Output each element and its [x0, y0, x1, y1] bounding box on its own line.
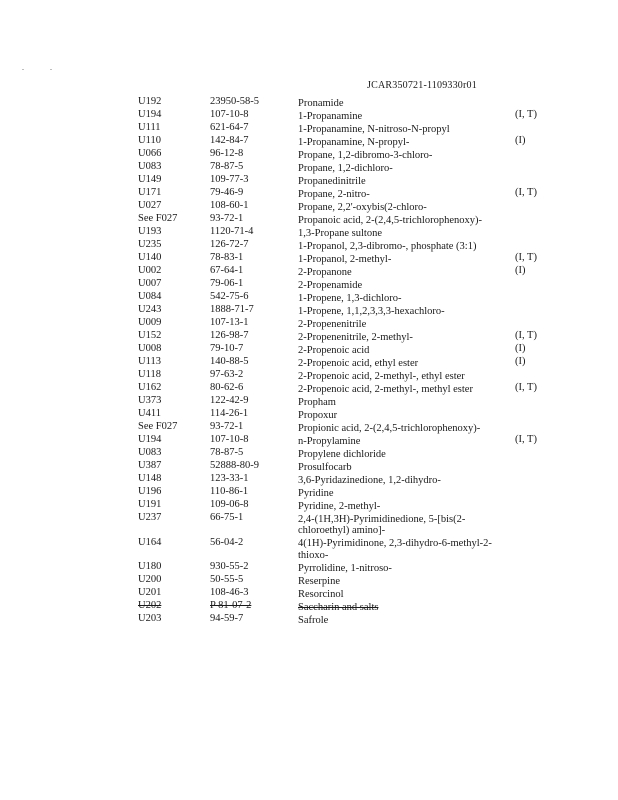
table-row — [138, 574, 548, 587]
waste-code: U083 — [138, 447, 162, 458]
chemical-name: Pyridine, 2-methyl- — [298, 500, 381, 512]
chemical-name: Pyridine — [298, 487, 334, 499]
table-row — [138, 447, 548, 460]
chemical-name: Propane, 2-nitro- — [298, 188, 370, 200]
table-row — [138, 96, 548, 109]
hazard-code: (I) — [515, 265, 526, 276]
table-row — [138, 486, 548, 499]
cas-number: 79-46-9 — [210, 187, 244, 198]
cas-number: 109-06-8 — [210, 499, 249, 510]
waste-code: U118 — [138, 369, 161, 380]
waste-code: U193 — [138, 226, 162, 237]
chemical-name: Propylene dichloride — [298, 448, 386, 460]
table-row — [138, 122, 548, 135]
waste-code: U243 — [138, 304, 162, 315]
waste-code: U152 — [138, 330, 162, 341]
chemical-name: 1-Propanol, 2-methyl- — [298, 253, 392, 265]
cas-number: 79-06-1 — [210, 278, 244, 289]
chemical-name: 2-Propenenitrile — [298, 318, 367, 330]
chemical-name: 1-Propanol, 2,3-dibromo-, phosphate (3:1) — [298, 240, 477, 252]
waste-code: U002 — [138, 265, 162, 276]
chemical-name: Propane, 1,2-dichloro- — [298, 162, 393, 174]
cas-number: 107-10-8 — [210, 434, 249, 445]
chemical-name: 2-Propenamide — [298, 279, 363, 291]
table-row — [138, 434, 548, 447]
table-row — [138, 460, 548, 473]
chemical-name: Pyrrolidine, 1-nitroso- — [298, 562, 392, 574]
cas-number: 114-26-1 — [210, 408, 249, 419]
cas-number: 123-33-1 — [210, 473, 249, 484]
waste-code: U140 — [138, 252, 162, 263]
table-row — [138, 600, 548, 613]
hazard-code: (I, T) — [515, 382, 537, 393]
table-row — [138, 369, 548, 382]
waste-code: U110 — [138, 135, 161, 146]
waste-code: U202 — [138, 600, 162, 611]
cas-number: 78-87-5 — [210, 447, 244, 458]
cas-number: 126-98-7 — [210, 330, 249, 341]
table-row — [138, 330, 548, 343]
cas-number: 96-12-8 — [210, 148, 244, 159]
chemical-name: Propanedinitrile — [298, 175, 366, 187]
table-row — [138, 291, 548, 304]
waste-code: U113 — [138, 356, 161, 367]
table-row — [138, 278, 548, 291]
table-row — [138, 587, 548, 600]
waste-code: U007 — [138, 278, 162, 289]
waste-code: U194 — [138, 434, 162, 445]
hazardous-waste-table — [138, 96, 548, 626]
cas-number: 142-84-7 — [210, 135, 249, 146]
waste-code: U149 — [138, 174, 162, 185]
hazard-code: (I) — [515, 135, 526, 146]
waste-code: U196 — [138, 486, 162, 497]
hazard-code: (I) — [515, 356, 526, 367]
cas-number: 930-55-2 — [210, 561, 249, 572]
table-row — [138, 265, 548, 278]
chemical-name: Saccharin and salts — [298, 601, 379, 613]
waste-code: U066 — [138, 148, 162, 159]
hazard-code: (I, T) — [515, 330, 537, 341]
hazard-code: (I, T) — [515, 252, 537, 263]
chemical-name: Propanoic acid, 2-(2,4,5-trichlorophenoxy)- — [298, 214, 482, 226]
table-row — [138, 356, 548, 369]
chemical-name: 3,6-Pyridazinedione, 1,2-dihydro- — [298, 474, 441, 486]
cas-number: 1888-71-7 — [210, 304, 254, 315]
table-row — [138, 252, 548, 265]
chemical-name: 2-Propenoic acid — [298, 344, 370, 356]
chemical-name: 4(1H)-Pyrimidinone, 2,3-dihydro-6-methyl-2-thioxo- — [298, 538, 492, 561]
waste-code: U235 — [138, 239, 162, 250]
waste-code: U180 — [138, 561, 162, 572]
chemical-name: Propane, 2,2'-oxybis(2-chloro- — [298, 201, 427, 213]
table-row — [138, 499, 548, 512]
hazard-code: (I) — [515, 343, 526, 354]
cas-number: 56-04-2 — [210, 536, 244, 548]
chemical-name: Propane, 1,2-dibromo-3-chloro- — [298, 149, 433, 161]
table-row — [138, 613, 548, 626]
chemical-name: 1-Propanamine, N-nitroso-N-propyl — [298, 123, 450, 135]
table-row — [138, 395, 548, 408]
waste-code: U148 — [138, 473, 162, 484]
chemical-name: Resorcinol — [298, 588, 344, 600]
table-row — [138, 200, 548, 213]
cas-number: 66-75-1 — [210, 512, 244, 523]
document-id: JCAR350721-1109330r01 — [367, 80, 477, 91]
cas-number: P 81-07-2 — [210, 600, 252, 611]
cas-number: 94-59-7 — [210, 613, 244, 624]
table-row — [138, 421, 548, 434]
cas-number: 110-86-1 — [210, 486, 249, 497]
waste-code: U203 — [138, 613, 162, 624]
chemical-name: 1-Propene, 1,3-dichloro- — [298, 292, 402, 304]
cas-number: 108-46-3 — [210, 587, 249, 598]
table-row — [138, 135, 548, 148]
waste-code: U009 — [138, 317, 162, 328]
table-row — [138, 148, 548, 161]
table-row — [138, 174, 548, 187]
waste-code: U111 — [138, 122, 161, 133]
chemical-name: 1,3-Propane sultone — [298, 227, 382, 239]
chemical-name: Pronamide — [298, 97, 344, 109]
chemical-name: 2-Propenoic acid, 2-methyl-, methyl ester — [298, 383, 473, 395]
waste-code: U387 — [138, 460, 162, 471]
cas-number: 93-72-1 — [210, 213, 244, 224]
waste-code: U084 — [138, 291, 162, 302]
waste-code: U191 — [138, 499, 162, 510]
cas-number: 1120-71-4 — [210, 226, 254, 237]
waste-code: U171 — [138, 187, 162, 198]
chemical-name: 1-Propene, 1,1,2,3,3,3-hexachloro- — [298, 305, 445, 317]
waste-code: U083 — [138, 161, 162, 172]
chemical-name: 2-Propenenitrile, 2-methyl- — [298, 331, 413, 343]
chemical-name: Propionic acid, 2-(2,4,5-trichlorophenoxy)- — [298, 422, 481, 434]
chemical-name: Safrole — [298, 614, 329, 626]
chemical-name: 2-Propenoic acid, ethyl ester — [298, 357, 419, 369]
cas-number: 93-72-1 — [210, 421, 244, 432]
table-row — [138, 408, 548, 421]
table-row — [138, 239, 548, 252]
cas-number: 97-63-2 — [210, 369, 244, 380]
cas-number: 107-13-1 — [210, 317, 249, 328]
cas-number: 126-72-7 — [210, 239, 249, 250]
cas-number: 109-77-3 — [210, 174, 249, 185]
cas-number: 140-88-5 — [210, 356, 249, 367]
cas-number: 122-42-9 — [210, 395, 249, 406]
cas-number: 621-64-7 — [210, 122, 249, 133]
waste-code: See F027 — [138, 421, 178, 432]
cas-number: 78-87-5 — [210, 161, 244, 172]
waste-code: U008 — [138, 343, 162, 354]
table-row — [138, 512, 548, 537]
chemical-name: 1-Propanamine, N-propyl- — [298, 136, 410, 148]
waste-code: U027 — [138, 200, 162, 211]
chemical-name: Prosulfocarb — [298, 461, 352, 473]
hazard-code: (I, T) — [515, 109, 537, 120]
table-row — [138, 226, 548, 239]
chemical-name: 2-Propanone — [298, 266, 352, 278]
table-row — [138, 317, 548, 330]
chemical-name: n-Propylamine — [298, 435, 361, 447]
cas-number: 78-83-1 — [210, 252, 244, 263]
hazard-code: (I, T) — [515, 434, 537, 445]
chemical-name: Propham — [298, 396, 336, 408]
table-row — [138, 561, 548, 574]
waste-code: U164 — [138, 536, 162, 548]
waste-code: U200 — [138, 574, 162, 585]
chemical-name: Propoxur — [298, 409, 338, 421]
table-row — [138, 537, 548, 562]
table-row — [138, 213, 548, 226]
chemical-name: 2,4-(1H,3H)-Pyrimidinedione, 5-[bis(2-chloroethyl) amino]- — [298, 513, 466, 536]
waste-code: U411 — [138, 408, 161, 419]
waste-code: See F027 — [138, 213, 178, 224]
cas-number: 52888-80-9 — [210, 460, 259, 471]
cas-number: 79-10-7 — [210, 343, 244, 354]
waste-code: U162 — [138, 382, 162, 393]
cas-number: 107-10-8 — [210, 109, 249, 120]
table-row — [138, 343, 548, 356]
table-row — [138, 161, 548, 174]
table-row — [138, 187, 548, 200]
waste-code: U192 — [138, 96, 162, 107]
table-row — [138, 304, 548, 317]
table-row — [138, 473, 548, 486]
table-row — [138, 109, 548, 122]
hazard-code: (I, T) — [515, 187, 537, 198]
chemical-name: 2-Propenoic acid, 2-methyl-, ethyl ester — [298, 370, 465, 382]
chemical-name: 1-Propanamine — [298, 110, 363, 122]
chemical-name: Reserpine — [298, 575, 340, 587]
cas-number: 108-60-1 — [210, 200, 249, 211]
cas-number: 80-62-6 — [210, 382, 244, 393]
cas-number: 50-55-5 — [210, 574, 244, 585]
waste-code: U194 — [138, 109, 162, 120]
table-row — [138, 382, 548, 395]
waste-code: U201 — [138, 587, 162, 598]
cas-number: 23950-58-5 — [210, 96, 259, 107]
waste-code: U373 — [138, 395, 162, 406]
cas-number: 67-64-1 — [210, 265, 244, 276]
scan-specks: . . — [22, 63, 64, 72]
waste-code: U237 — [138, 512, 162, 523]
cas-number: 542-75-6 — [210, 291, 249, 302]
